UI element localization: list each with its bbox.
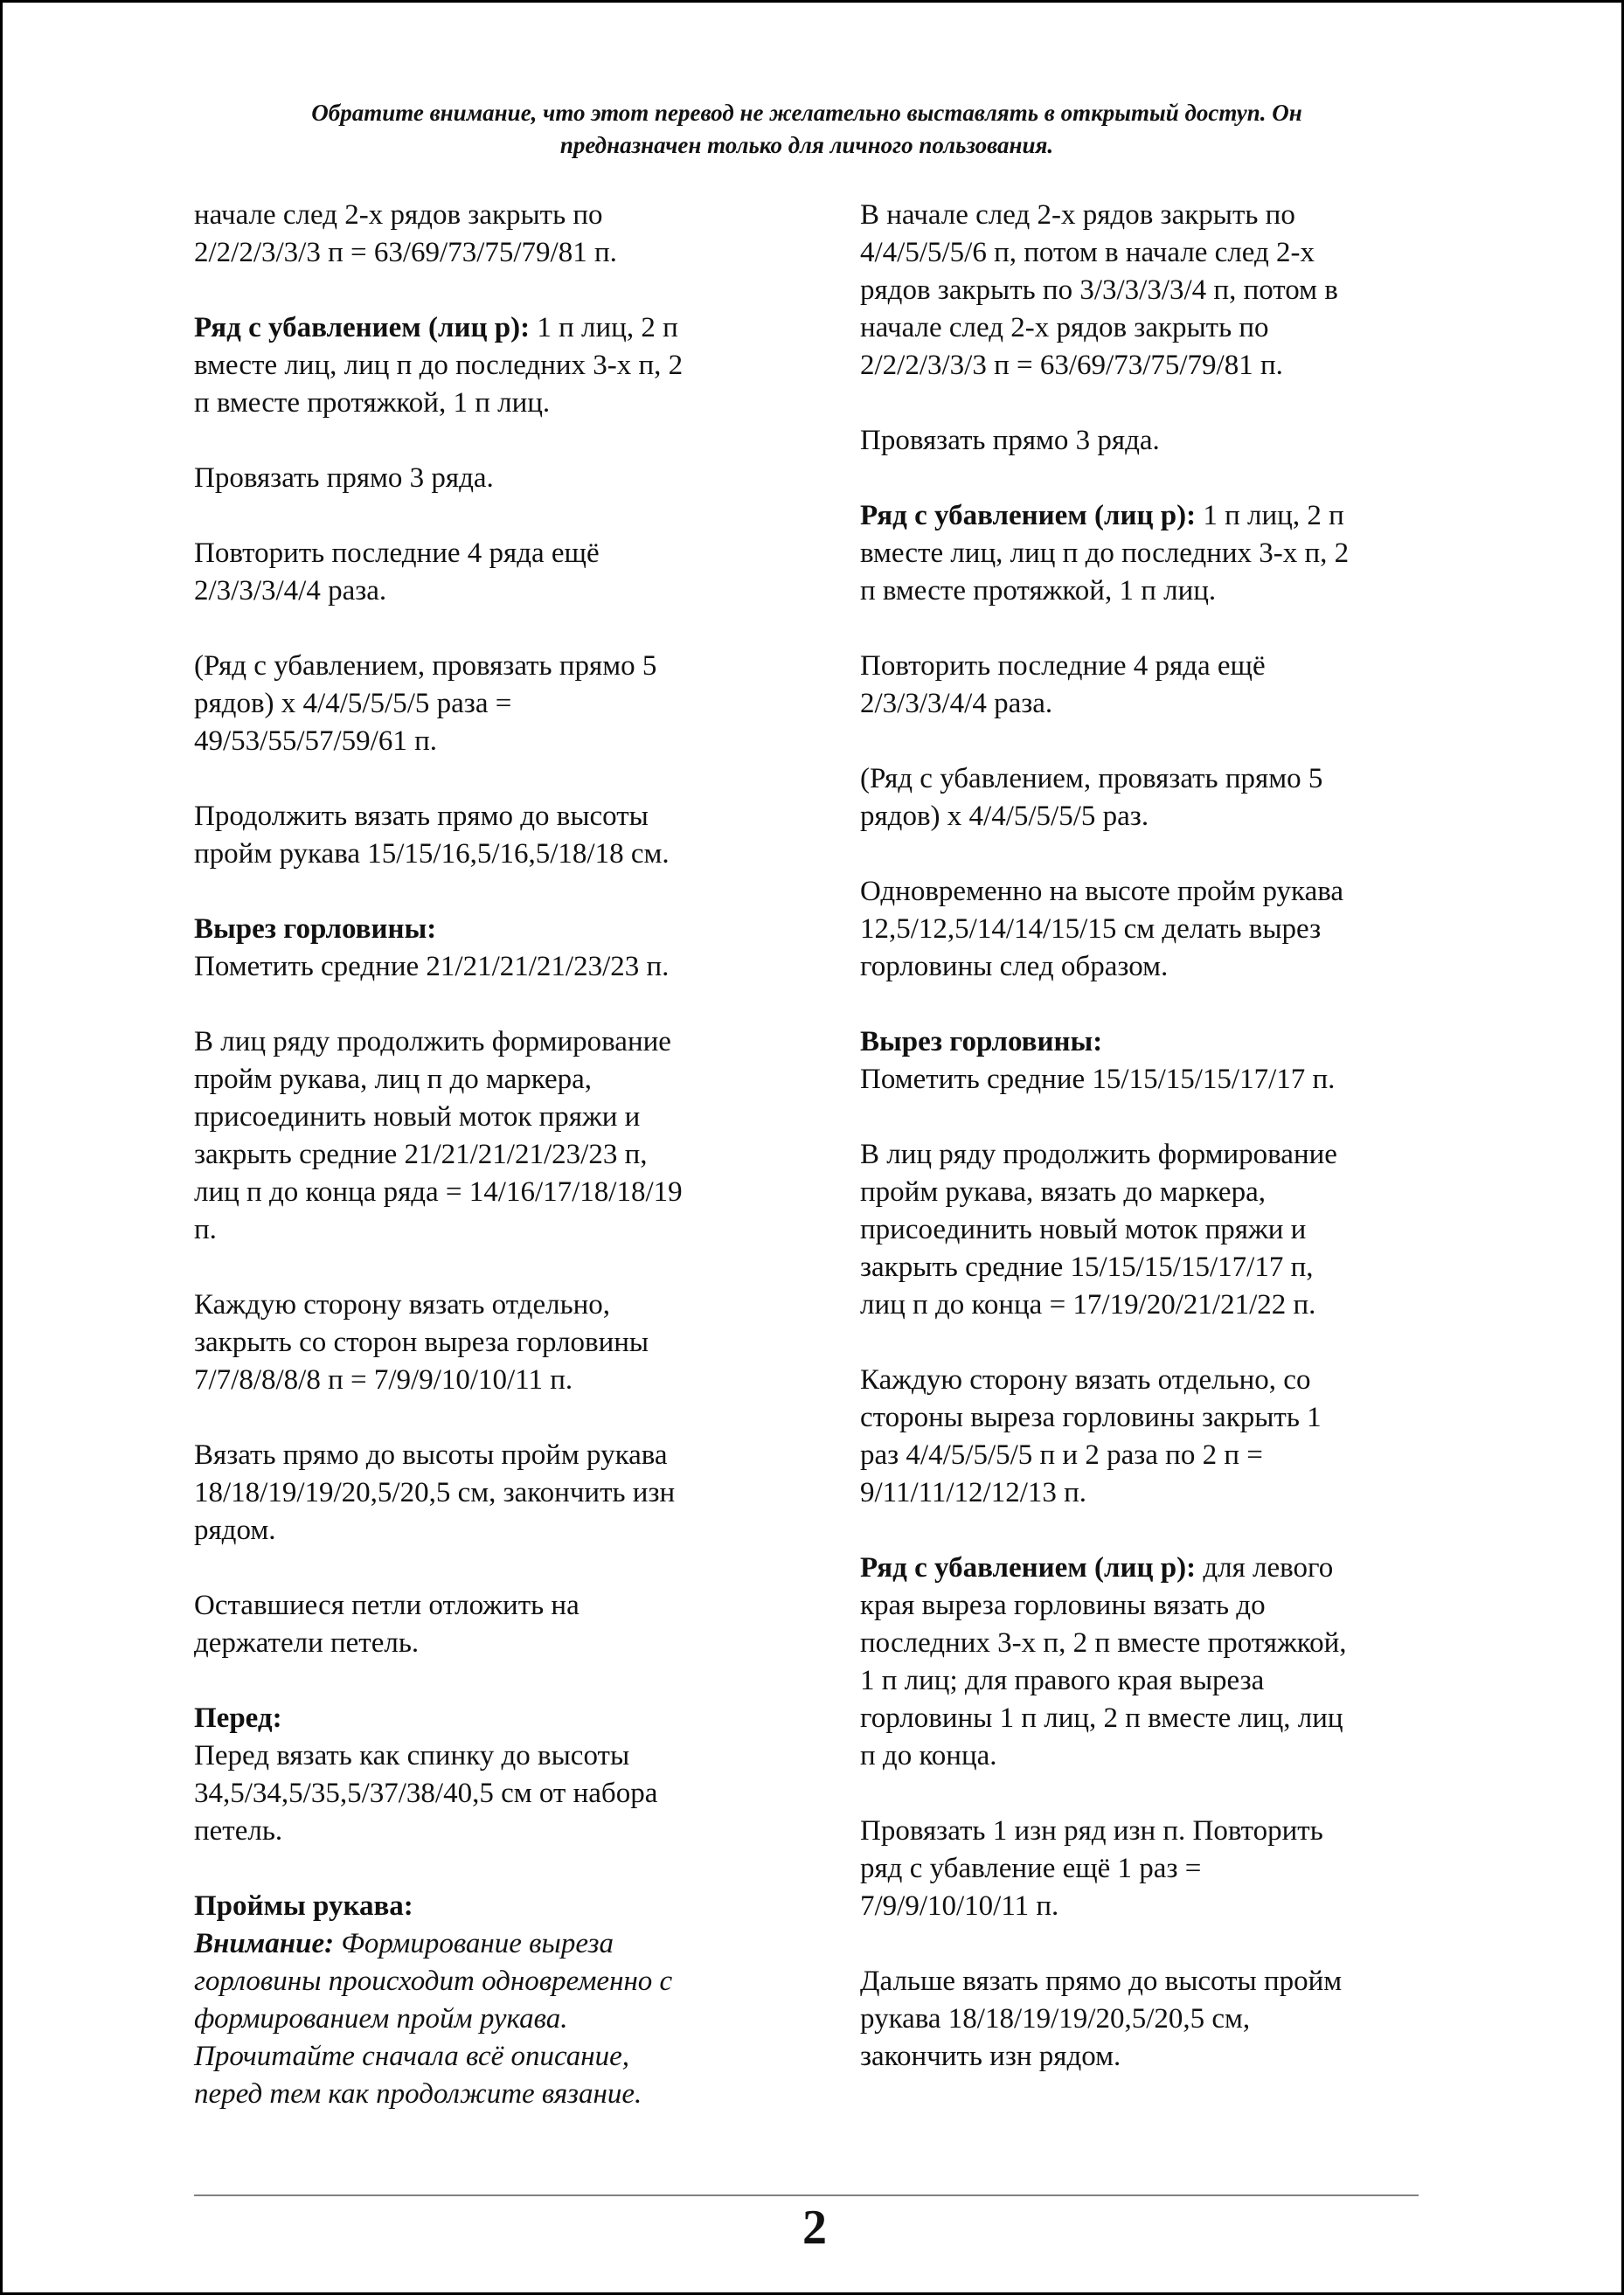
attention-label: Внимание: xyxy=(194,1928,335,1959)
paragraph: Провязать прямо 3 ряда. xyxy=(194,462,494,494)
paragraph: Вязать прямо до высоты пройм рукава 18/18/19/19/20,5/20,5 см, закончить изн рядом. xyxy=(194,1439,676,1546)
section-heading: Вырез горловины: xyxy=(860,1026,1103,1057)
paragraph: Повторить последние 4 ряда ещё 2/3/3/3/4/4 раза. xyxy=(860,650,1266,719)
paragraph: (Ряд с убавлением, провязать прямо 5 рядов) х 4/4/5/5/5/5 раз. xyxy=(860,763,1323,832)
right-column xyxy=(860,197,1428,2113)
paragraph: Перед: Перед вязать как спинку до высоты 34,5/34,5/35,5/37/38/40,5 см от набора петель. xyxy=(194,1702,658,1847)
paragraph: Вырез горловины: Пометить средние 15/15/15/15/17/17 п. xyxy=(860,1026,1336,1095)
paragraph xyxy=(194,1888,762,2113)
paragraph: Дальше вязать прямо до высоты пройм рукава 18/18/19/19/20,5/20,5 см, закончить изн рядом. xyxy=(860,1966,1343,2072)
paragraph: Ряд с убавлением (лиц р): для левого края выреза горловины вязать до последних 3-х п, 2 п вместе протяжкой, 1 п лиц; для правого края выреза горловины 1 п лиц, 2 п вместе лиц, лиц п до конца. xyxy=(860,1552,1347,1772)
paragraph: В лиц ряду продолжить формирование пройм рукава, вязать до маркера, присоединить новый моток пряжи и закрыть средние 15/15/15/15/17/17 п, лиц п до конца = 17/19/20/21/21/22 п. xyxy=(860,1139,1337,1321)
paragraph: В лиц ряду продолжить формирование пройм рукава, лиц п до маркера, присоединить новый моток пряжи и закрыть средние 21/21/21/21/23/23 п, лиц п до конца ряда = 14/16/17/18/18/19 п. xyxy=(194,1026,683,1245)
paragraph: Повторить последние 4 ряда ещё 2/3/3/3/4/4 раза. xyxy=(194,537,600,607)
paragraph: Продолжить вязать прямо до высоты пройм рукава 15/15/16,5/16,5/18/18 см. xyxy=(194,801,670,870)
paragraph: Одновременно на высоте пройм рукава 12,5/12,5/14/14/15/15 см делать вырез горловины след образом. xyxy=(860,876,1344,982)
paragraph: Ряд с убавлением (лиц р): 1 п лиц, 2 п вместе лиц, лиц п до последних 3-х п, 2 п вместе протяжкой, 1 п лиц. xyxy=(860,500,1350,607)
privacy-notice xyxy=(204,97,1410,162)
section-heading: Проймы рукава: xyxy=(194,1890,413,1922)
paragraph: начале след 2-х рядов закрыть по 2/2/2/3/3/3 п = 63/69/73/75/79/81 п. xyxy=(194,199,617,268)
paragraph: Ряд с убавлением (лиц р): 1 п лиц, 2 п вместе лиц, лиц п до последних 3-х п, 2 п вместе протяжкой, 1 п лиц. xyxy=(194,312,684,419)
row-label: Ряд с убавлением (лиц р): xyxy=(860,1552,1197,1584)
paragraph: (Ряд с убавлением, провязать прямо 5 рядов) х 4/4/5/5/5/5 раза = 49/53/55/57/59/61 п. xyxy=(194,650,657,757)
left-column xyxy=(194,197,762,2151)
page-number: 2 xyxy=(802,2201,827,2255)
footer-divider xyxy=(194,2194,1419,2196)
row-label: Ряд с убавлением (лиц р): xyxy=(194,312,531,343)
row-label: Ряд с убавлением (лиц р): xyxy=(860,500,1197,531)
section-heading: Перед: xyxy=(194,1702,282,1734)
paragraph: Каждую сторону вязать отдельно, со стороны выреза горловины закрыть 1 раз 4/4/5/5/5/5 п и 2 раза по 2 п = 9/11/11/12/12/13 п. xyxy=(860,1364,1322,1508)
paragraph: Провязать 1 изн ряд изн п. Повторить ряд с убавление ещё 1 раз = 7/9/9/10/10/11 п. xyxy=(860,1815,1323,1922)
attention-note: Внимание: Формирование выреза горловины происходит одновременно с формированием пройм рукава. Прочитайте сначала всё описание, перед тем как продолжите вязание. xyxy=(194,1928,673,2110)
paragraph: Провязать прямо 3 ряда. xyxy=(860,425,1160,456)
paragraph: Каждую сторону вязать отдельно, закрыть со сторон выреза горловины 7/7/8/8/8/8 п = 7/9/9/10/10/11 п. xyxy=(194,1289,649,1396)
paragraph: Оставшиеся петли отложить на держатели петель. xyxy=(194,1590,580,1659)
notice-line: предназначен только для личного пользования. xyxy=(559,132,1054,158)
paragraph: Вырез горловины: Пометить средние 21/21/21/21/23/23 п. xyxy=(194,913,670,982)
notice-line: Обратите внимание, что этот перевод не желательно выставлять в открытый доступ. Он xyxy=(311,100,1302,126)
paragraph: В начале след 2-х рядов закрыть по 4/4/5/5/5/6 п, потом в начале след 2-х рядов закрыть по 3/3/3/3/3/4 п, потом в начале след 2-х рядов закрыть по 2/2/2/3/3/3 п = 63/69/73/75/79/81 п. xyxy=(860,199,1338,381)
section-heading: Вырез горловины: xyxy=(194,913,437,945)
